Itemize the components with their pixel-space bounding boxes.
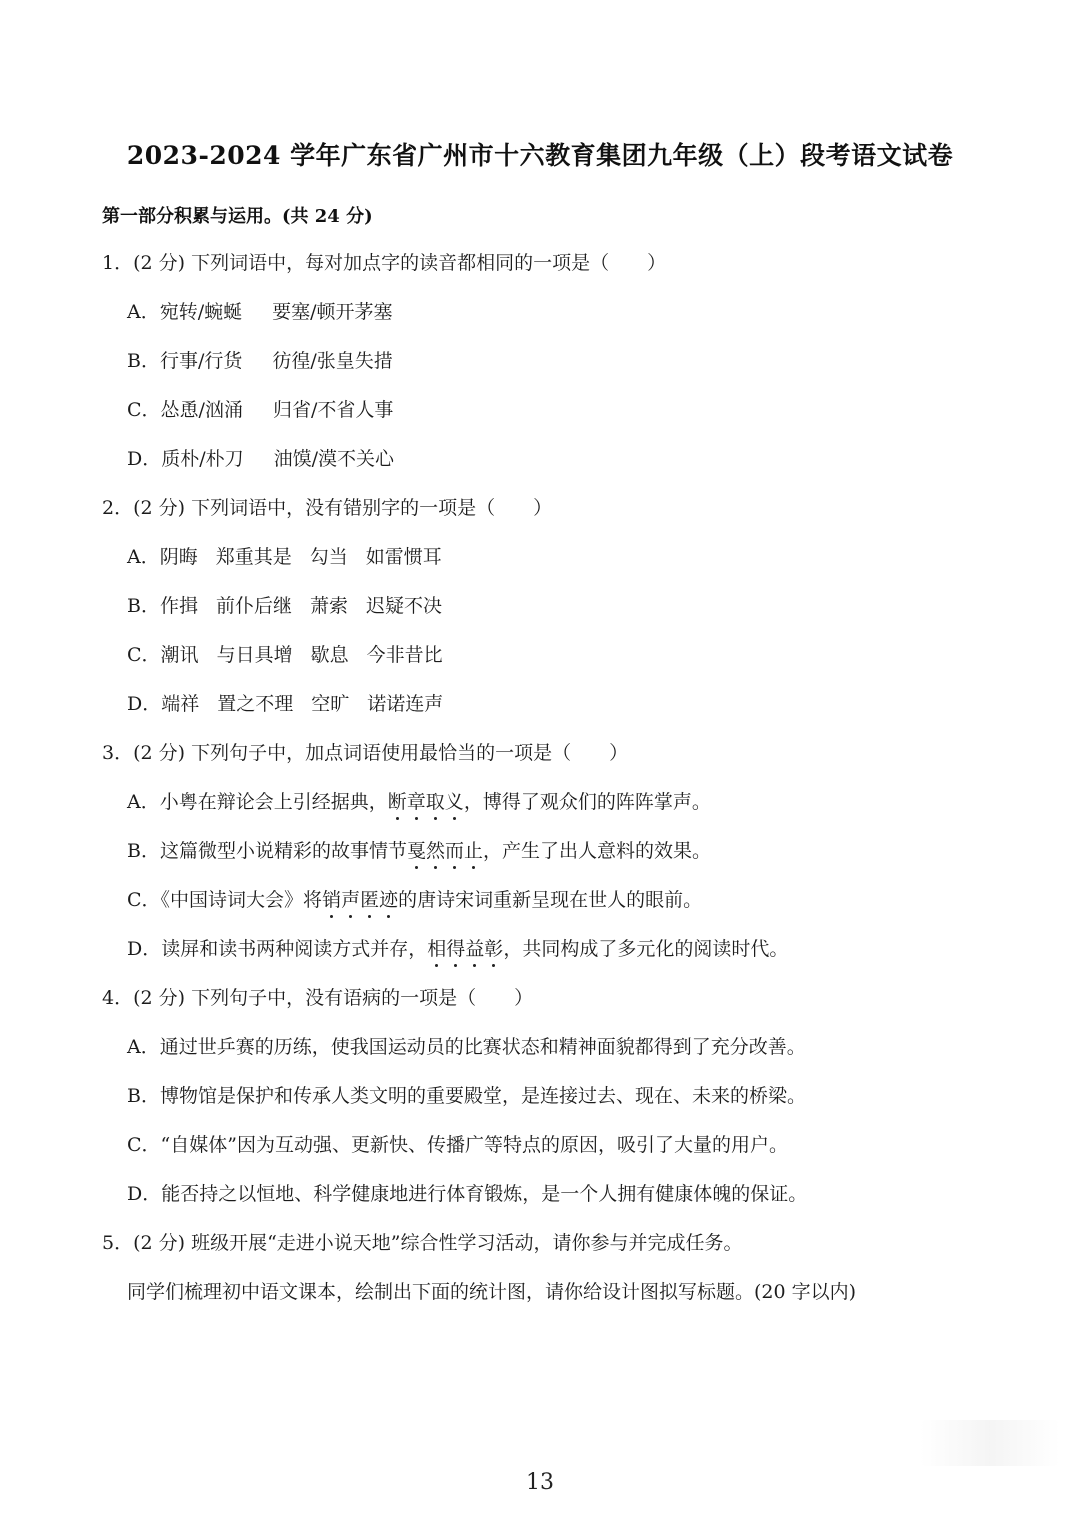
option-text: ，博得了观众们的阵阵掌声。 (463, 791, 711, 813)
option-label: A． (127, 546, 160, 568)
option-word: 诺诺连声 (367, 693, 444, 715)
question-4-option-b: B．博物馆是保护和传承人类文明的重要殿堂，是连接过去、现在、未来的桥梁。 (127, 1085, 806, 1107)
option-word: 今非昔比 (366, 644, 443, 666)
section-heading: 第一部分积累与运用。(共 24 分) (102, 206, 373, 227)
dotted-phrase (322, 889, 398, 911)
option-word: 郑重其是 (215, 546, 292, 568)
option-text: ，共同构成了多元化的阅读时代。 (503, 938, 789, 960)
question-2-option-a (127, 544, 442, 570)
option-label: B． (127, 595, 160, 617)
option-label: B． (127, 350, 160, 372)
dotted-char: 迹 (379, 889, 399, 911)
watermark (920, 1420, 1060, 1466)
question-2-option-d (127, 691, 443, 717)
option-word: 前仆后继 (215, 595, 292, 617)
dotted-char: 止 (464, 840, 484, 862)
dotted-char: 相 (427, 938, 447, 960)
option-text: 的唐诗宋词重新呈现在世人的眼前。 (398, 889, 703, 911)
option-word-pair: 宛转/蜿蜒 (159, 301, 243, 323)
dotted-char: 断 (387, 791, 407, 813)
option-label: C． (127, 644, 161, 666)
option-word-pair: 归省/不省人事 (272, 399, 394, 421)
option-text: ，产生了出人意料的效果。 (483, 840, 712, 862)
option-word-pair: 行事/行货 (159, 350, 243, 372)
option-word-pair: 怂恿/汹涌 (160, 399, 243, 421)
option-word: 如雷惯耳 (365, 546, 442, 568)
question-4-option-c: C．“自媒体”因为互动强、更新快、传播广等特点的原因，吸引了大量的用户。 (127, 1134, 788, 1156)
question-5-stem: 5．(2 分) 班级开展“走进小说天地”综合性学习活动，请你参与并完成任务。 (102, 1232, 743, 1254)
dotted-char: 取 (425, 791, 445, 813)
option-label: B． (127, 840, 160, 862)
dotted-char: 彰 (484, 938, 504, 960)
option-word: 歇息 (310, 644, 349, 666)
option-text: 这篇微型小说精彩的故事情节 (159, 840, 407, 862)
dotted-char: 得 (446, 938, 466, 960)
option-word: 萧索 (310, 595, 349, 617)
dotted-char: 销 (322, 889, 342, 911)
question-4-option-d: D．能否持之以恒地、科学健康地进行体育锻炼，是一个人拥有健康体魄的保证。 (127, 1183, 808, 1205)
question-5-task: 同学们梳理初中语文课本，绘制出下面的统计图，请你给设计图拟写标题。(20 字以内) (127, 1281, 857, 1303)
question-1-option-c (127, 397, 393, 423)
option-word: 阴晦 (159, 546, 198, 568)
option-word-pair: 要塞/顿开茅塞 (272, 301, 393, 323)
question-3-option-d (127, 936, 788, 962)
option-word: 迟疑不决 (366, 595, 443, 617)
dotted-char: 匿 (360, 889, 380, 911)
dotted-phrase (427, 938, 503, 960)
dotted-char: 义 (444, 791, 464, 813)
option-text: 读屏和读书两种阅读方式并存， (161, 938, 428, 960)
option-word: 空旷 (311, 693, 350, 715)
question-1-option-b (127, 348, 393, 374)
question-1-option-d (127, 446, 394, 472)
option-word-pair: 质朴/朴刀 (161, 448, 244, 470)
question-4-option-a: A．通过世乒赛的历练，使我国运动员的比赛状态和精神面貌都得到了充分改善。 (127, 1036, 806, 1058)
option-word-pair: 油馍/漠不关心 (273, 448, 395, 470)
option-word-pair: 彷徨/张皇失措 (272, 350, 393, 372)
question-3-option-a (127, 789, 711, 815)
question-2-option-c (127, 642, 443, 668)
question-2-option-b (127, 593, 442, 619)
question-1-option-a (127, 299, 393, 325)
option-label: D． (127, 938, 162, 960)
option-word: 作揖 (159, 595, 198, 617)
dotted-char: 然 (426, 840, 446, 862)
dotted-char: 戛 (406, 840, 426, 862)
option-word: 潮讯 (160, 644, 199, 666)
dotted-phrase (388, 791, 464, 813)
dotted-phrase (407, 840, 483, 862)
question-2-stem: 2．(2 分) 下列词语中，没有错别字的一项是（ ） (102, 497, 553, 519)
option-label: A． (127, 301, 160, 323)
option-word: 端祥 (161, 693, 200, 715)
option-label: C． (127, 889, 161, 911)
question-3-option-b (127, 838, 711, 864)
option-label: D． (127, 448, 162, 470)
option-word: 与日具增 (216, 644, 293, 666)
option-word: 置之不理 (217, 693, 294, 715)
question-1-stem: 1．(2 分) 下列词语中，每对加点字的读音都相同的一项是（ ） (102, 252, 667, 274)
option-text: 小粤在辩论会上引经据典， (159, 791, 388, 813)
dotted-char: 章 (406, 791, 426, 813)
option-label: A． (127, 791, 160, 813)
question-4-stem: 4．(2 分) 下列句子中，没有语病的一项是（ ） (102, 987, 534, 1009)
option-text: 《中国诗词大会》将 (160, 889, 323, 911)
option-word: 勾当 (309, 546, 348, 568)
dotted-char: 益 (465, 938, 485, 960)
page-title: 2023-2024 学年广东省广州市十六教育集团九年级（上）段考语文试卷 (126, 141, 954, 170)
dotted-char: 声 (341, 889, 361, 911)
question-3-stem: 3．(2 分) 下列句子中，加点词语使用最恰当的一项是（ ） (102, 742, 629, 764)
question-3-option-c (127, 887, 702, 913)
option-label: D． (127, 693, 162, 715)
dotted-char: 而 (445, 840, 465, 862)
page-number: 13 (526, 1470, 554, 1495)
option-label: C． (127, 399, 161, 421)
